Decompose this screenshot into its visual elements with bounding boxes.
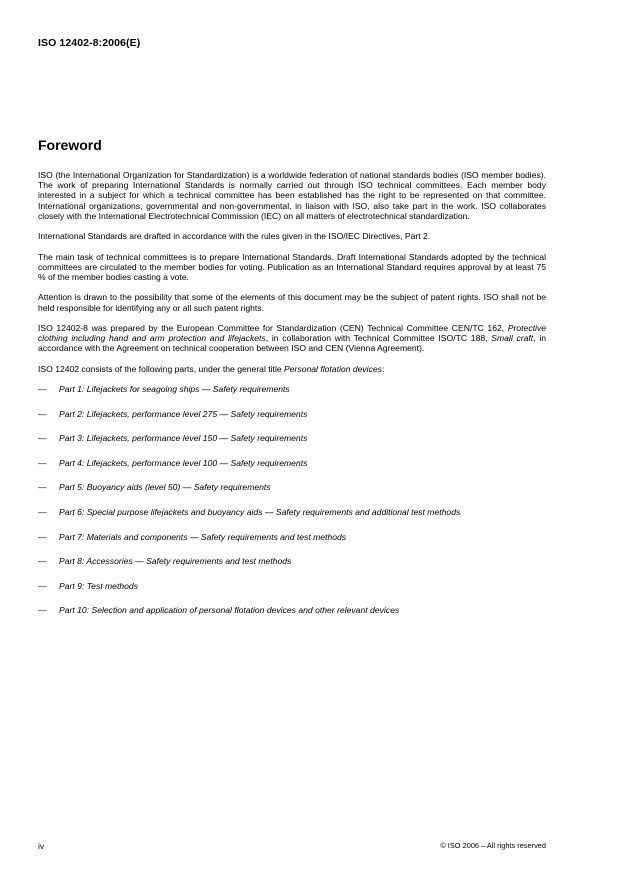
- page-number: iv: [38, 841, 45, 851]
- list-dash: —: [38, 605, 47, 616]
- list-item: [38, 581, 546, 595]
- list-item: [38, 507, 546, 521]
- committee-title-cen: Protective clothing including hand and arm protection and lifejackets: [38, 322, 546, 344]
- list-dash: —: [38, 408, 47, 419]
- part-title: Part 1: Lifejackets for seagoing ships — Safety requirements: [59, 384, 290, 395]
- part-title: Part 8: Accessories — Safety requirements and test methods: [59, 556, 292, 567]
- paragraph-directives: International Standards are drafted in accordance with the rules given in the ISO/IEC Directives, Part 2.: [38, 231, 431, 242]
- part-title: Part 2: Lifejackets, performance level 275 — Safety requirements: [59, 408, 308, 419]
- part-title: Part 10: Selection and application of personal flotation devices and other relevant devices: [59, 605, 400, 616]
- list-item: [38, 458, 546, 472]
- list-dash: —: [38, 457, 47, 468]
- part-title: Part 6: Special purpose lifejackets and buoyancy aids — Safety requirements and additional test methods: [59, 507, 461, 518]
- list-item: [38, 409, 546, 423]
- list-item: [38, 433, 546, 447]
- paragraph-iso-intro: ISO (the International Organization for Standardization) is a worldwide federation of national standards bodies (ISO member bodies). The work of preparing International Standards is normally carried out through ISO technical committees. Each member body interested in a subject for which a technical committee has been established has the right to be represented on that committee. International organizations, governmental and non-governmental, in liaison with ISO, also take part in the work. ISO collaborates closely with the International Electrotechnical Commission (IEC) on all matters of electrotechnical standardization.: [38, 170, 546, 221]
- committee-title-iso: Small craft: [491, 333, 534, 344]
- list-item: [38, 556, 546, 570]
- paragraph-parts-intro: [38, 364, 546, 374]
- parts-intro-end: :: [381, 363, 385, 374]
- part-title: Part 4: Lifejackets, performance level 100 — Safety requirements: [59, 457, 308, 468]
- list-item: [38, 482, 546, 496]
- paragraph-prepared-by: [38, 323, 546, 354]
- list-dash: —: [38, 556, 47, 567]
- paragraph-main-task: The main task of technical committees is to prepare International Standards. Draft International Standards adopted by the technical committees are circulated to the member bodies for voting. Publication as an International Standard requires approval by at least 75 % of the member bodies casting a vote.: [38, 251, 546, 282]
- page-title: Foreword: [38, 137, 102, 153]
- document-id-header: ISO 12402-8:2006(E): [38, 37, 141, 49]
- list-dash: —: [38, 507, 47, 518]
- part-title: Part 7: Materials and components — Safety requirements and test methods: [59, 531, 347, 542]
- prepared-by-text-1: ISO 12402-8 was prepared by the European Committee for Standardization (CEN) Technical Committee CEN/TC 162,: [38, 322, 508, 333]
- part-title: Part 3: Lifejackets, performance level 150 — Safety requirements: [59, 433, 308, 444]
- list-dash: —: [38, 384, 47, 395]
- paragraph-patent-rights: Attention is drawn to the possibility that some of the elements of this document may be the subject of patent rights. ISO shall not be held responsible for identifying any or all such patent rights.: [38, 292, 546, 313]
- parts-intro-text: ISO 12402 consists of the following parts, under the general title: [38, 363, 285, 374]
- list-dash: —: [38, 482, 47, 493]
- prepared-by-text-3: , in accordance with the Agreement on technical cooperation between ISO and CEN (Vienna Agreement).: [38, 333, 547, 354]
- list-item: [38, 605, 546, 619]
- prepared-by-text-2: , in collaboration with Technical Committee ISO/TC 188,: [265, 333, 492, 344]
- parts-list: [38, 384, 546, 620]
- foreword-body: [38, 170, 546, 630]
- list-item: [38, 532, 546, 546]
- list-dash: —: [38, 433, 47, 444]
- part-title: Part 9: Test methods: [59, 580, 138, 591]
- general-title: Personal flotation devices: [284, 363, 382, 374]
- part-title: Part 5: Buoyancy aids (level 50) — Safety requirements: [59, 482, 271, 493]
- list-dash: —: [38, 531, 47, 542]
- list-item: [38, 384, 546, 398]
- list-dash: —: [38, 580, 47, 591]
- copyright-notice: © ISO 2006 – All rights reserved: [440, 841, 546, 850]
